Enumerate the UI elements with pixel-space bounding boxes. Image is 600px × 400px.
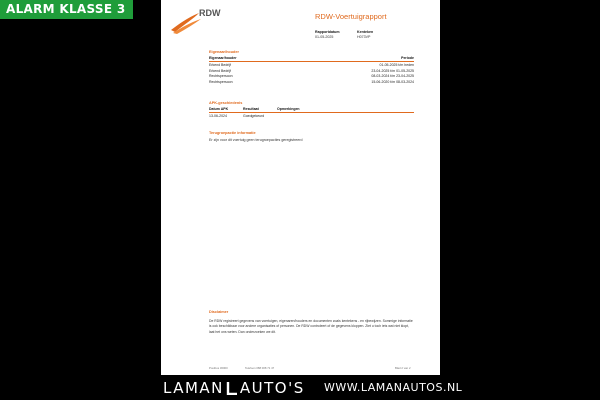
recalls-text: Er zijn voor dit voertuig geen terugroepacties geregistreerd [209,138,303,142]
website-url: WWW.LAMANAUTOS.NL [324,381,463,394]
apk-section-title: APK-geschiedenis [209,101,243,105]
recalls-section-title: Terugroepactie informatie [209,131,256,135]
footer-page-number: Blad 2 van 2 [395,366,411,370]
alarm-class-badge: ALARM KLASSE 3 [0,0,133,19]
apk-table [209,107,414,120]
owners-table-header: Eigenaar/houder Periode [209,56,414,60]
table-row: Erkend Bedrijf 23-04-2025 t/m 01-05-2025 [209,68,414,73]
license-plate: Kenteken H073VP [357,30,374,39]
disclaimer-text: De RDW registreert gegevens van voertuigen, eigenaren/houders en documenten zoals kentekens - en rijbewijzen. Sommige informatie is ook beschikbaar voor andere organisaties of personen. De RDW controleert of de gegevens kloppen. Ziet u toch iets wat niet klopt, laat het ons weten. Dan onderzoeken we dit. [209,319,413,334]
apk-table-header: Datum APK Resultaat Opmerkingen [209,107,414,113]
report-title: RDW-Voertuigrapport [315,12,387,21]
footer-address: Postbus 30000 [209,366,228,370]
owners-section-title: Eigenaar/houder [209,50,239,54]
table-row: Rechtspersoon 08-03-2024 t/m 23-04-2025 [209,74,414,79]
table-row: Erkend Bedrijf 01-05-2025 t/m heden [209,63,414,67]
logo-mark-icon [226,381,238,395]
owners-table [209,56,414,85]
logo-text: RDW [199,8,221,18]
laman-autos-logo: LAMAN AUTO'S [163,379,305,397]
report-page [161,0,440,375]
footer-phone: Telefoon 088 008 71 47 [245,366,275,370]
report-date: Rapportdatum 01-05-2025 [315,30,340,39]
table-row: Rechtspersoon 15-06-2020 t/m 08-03-2024 [209,79,414,84]
table-row: 13-06-2024 Goedgekeurd [209,114,265,118]
disclaimer-title: Disclaimer [209,310,229,314]
